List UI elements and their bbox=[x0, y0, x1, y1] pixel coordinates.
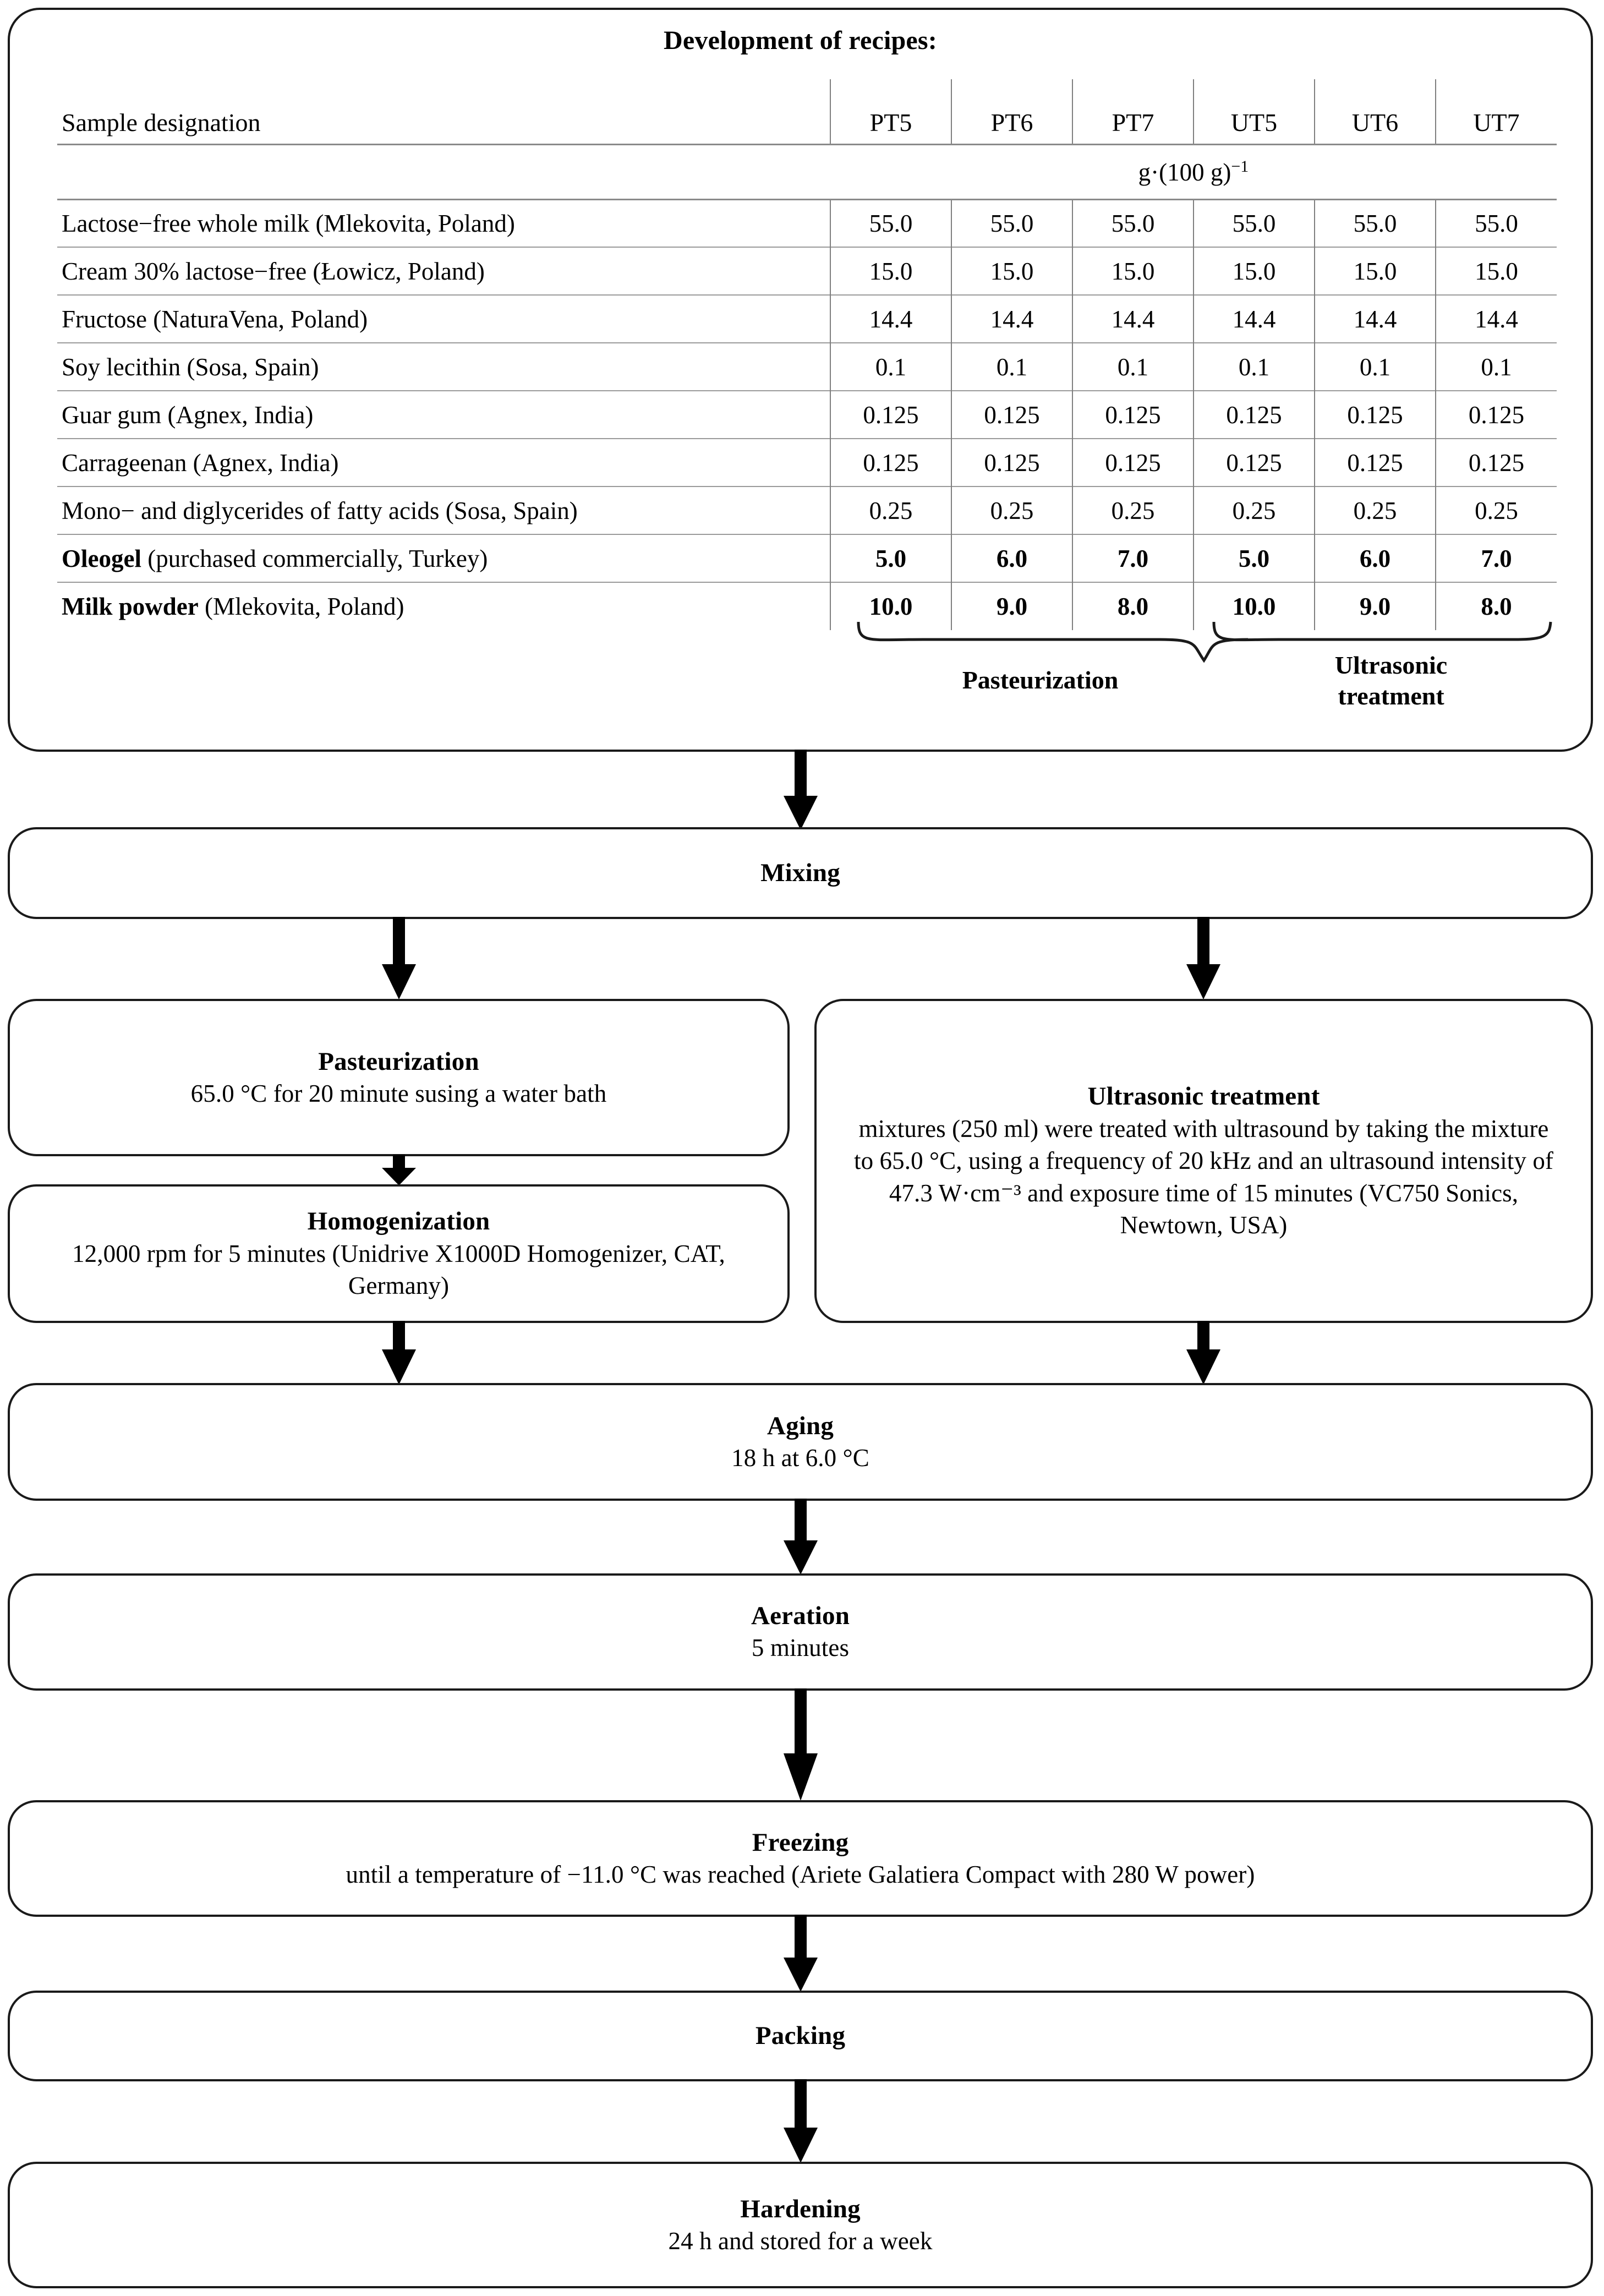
cell-ut5: 10.0 bbox=[1194, 582, 1315, 630]
cell-pt7: 15.0 bbox=[1072, 247, 1194, 295]
pasteurization-box bbox=[8, 999, 790, 1156]
cell-ut6: 15.0 bbox=[1315, 247, 1436, 295]
column-header-ut5: UT5 bbox=[1194, 79, 1315, 144]
column-header-sample-designation: Sample designation bbox=[62, 108, 261, 136]
cell-pt6: 0.125 bbox=[951, 439, 1072, 486]
unit-exponent: −1 bbox=[1231, 157, 1249, 176]
recipe-title: Development of recipes: bbox=[664, 26, 937, 55]
cell-pt7: 0.1 bbox=[1072, 343, 1194, 391]
arrow-packing-to-hardening bbox=[776, 2079, 825, 2164]
cell-ut7: 0.125 bbox=[1436, 391, 1557, 439]
cell-pt5: 0.125 bbox=[830, 391, 951, 439]
cell-pt5: 14.4 bbox=[830, 295, 951, 343]
cell-pt5: 10.0 bbox=[830, 582, 951, 630]
cell-ut5: 0.125 bbox=[1194, 439, 1315, 486]
cell-ut6: 0.125 bbox=[1315, 439, 1436, 486]
cell-ut7: 0.25 bbox=[1436, 486, 1557, 534]
ingredient-name-rest: (Mlekovita, Poland) bbox=[198, 593, 404, 620]
ultrasonic-treatment-box bbox=[814, 999, 1593, 1323]
cell-ut7: 7.0 bbox=[1436, 534, 1557, 582]
freezing-title: Freezing bbox=[752, 1828, 849, 1857]
cell-ut7: 0.1 bbox=[1436, 343, 1557, 391]
recipe-table bbox=[57, 79, 1557, 630]
unit-row-spacer bbox=[57, 144, 830, 199]
packing-box bbox=[8, 1991, 1593, 2081]
cell-ut7: 0.125 bbox=[1436, 439, 1557, 486]
ultrasonic-detail: mixtures (250 ml) were treated with ultrasound by taking the mixture to 65.0 °C, using a frequency of 20 kHz and an ultrasound intensity of 47.3 W·cm⁻³ and exposure time of 15 minutes (VC750 Sonics, Newtown, USA) bbox=[854, 1114, 1553, 1239]
table-row bbox=[57, 391, 1557, 439]
ingredient-name bbox=[57, 534, 830, 582]
arrow-aeration-to-freezing bbox=[776, 1688, 825, 1802]
cell-pt6: 0.25 bbox=[951, 486, 1072, 534]
homogenization-title: Homogenization bbox=[307, 1207, 490, 1236]
cell-ut5: 15.0 bbox=[1194, 247, 1315, 295]
column-header-pt7: PT7 bbox=[1072, 79, 1194, 144]
cell-pt6: 9.0 bbox=[951, 582, 1072, 630]
table-row bbox=[57, 486, 1557, 534]
column-header-pt6: PT6 bbox=[951, 79, 1072, 144]
unit-row bbox=[57, 144, 1557, 199]
cell-ut5: 0.25 bbox=[1194, 486, 1315, 534]
column-header-pt5: PT5 bbox=[830, 79, 951, 144]
cell-pt5: 15.0 bbox=[830, 247, 951, 295]
aeration-detail: 5 minutes bbox=[751, 1634, 850, 1662]
table-row bbox=[57, 534, 1557, 582]
table-header-row bbox=[57, 79, 1557, 144]
packing-title: Packing bbox=[755, 2021, 846, 2051]
ingredient-name-rest: (purchased commercially, Turkey) bbox=[141, 544, 488, 572]
table-row bbox=[57, 199, 1557, 247]
ingredient-name: Cream 30% lactose−free (Łowicz, Poland) bbox=[57, 247, 830, 295]
pasteurization-title: Pasteurization bbox=[318, 1047, 479, 1076]
mixing-box bbox=[8, 827, 1593, 919]
hardening-title: Hardening bbox=[740, 2194, 861, 2223]
aging-detail: 18 h at 6.0 °C bbox=[731, 1444, 869, 1472]
hardening-detail: 24 h and stored for a week bbox=[668, 2227, 933, 2255]
cell-ut6: 55.0 bbox=[1315, 199, 1436, 247]
group-label-ultrasonic bbox=[1215, 650, 1567, 712]
arrow-freezing-to-packing bbox=[776, 1915, 825, 1993]
column-header-ut6: UT6 bbox=[1315, 79, 1436, 144]
arrow-ultrasonic-to-aging bbox=[1179, 1321, 1228, 1386]
freezing-box bbox=[8, 1800, 1593, 1917]
ingredient-name: Fructose (NaturaVena, Poland) bbox=[57, 295, 830, 343]
cell-pt5: 0.1 bbox=[830, 343, 951, 391]
cell-ut7: 55.0 bbox=[1436, 199, 1557, 247]
unit-text: g·(100 g) bbox=[1138, 158, 1231, 186]
cell-pt5: 0.25 bbox=[830, 486, 951, 534]
ingredient-name: Soy lecithin (Sosa, Spain) bbox=[57, 343, 830, 391]
cell-ut6: 0.125 bbox=[1315, 391, 1436, 439]
brace-ultrasonic bbox=[1214, 622, 1551, 640]
cell-pt6: 0.125 bbox=[951, 391, 1072, 439]
cell-ut7: 8.0 bbox=[1436, 582, 1557, 630]
cell-pt7: 8.0 bbox=[1072, 582, 1194, 630]
cell-ut6: 6.0 bbox=[1315, 534, 1436, 582]
aging-title: Aging bbox=[767, 1411, 834, 1440]
cell-ut7: 15.0 bbox=[1436, 247, 1557, 295]
ingredient-name: Guar gum (Agnex, India) bbox=[57, 391, 830, 439]
cell-ut5: 0.1 bbox=[1194, 343, 1315, 391]
cell-pt7: 7.0 bbox=[1072, 534, 1194, 582]
table-row bbox=[57, 343, 1557, 391]
cell-pt7: 55.0 bbox=[1072, 199, 1194, 247]
table-row bbox=[57, 439, 1557, 486]
arrow-aging-to-aeration bbox=[776, 1499, 825, 1576]
cell-pt6: 14.4 bbox=[951, 295, 1072, 343]
arrow-recipe-to-mixing bbox=[776, 750, 825, 831]
cell-ut6: 0.25 bbox=[1315, 486, 1436, 534]
group-label-pasteurization: Pasteurization bbox=[962, 666, 1119, 694]
group-label-ultrasonic-line2: treatment bbox=[1338, 682, 1444, 710]
cell-pt5: 55.0 bbox=[830, 199, 951, 247]
ultrasonic-title: Ultrasonic treatment bbox=[1087, 1082, 1320, 1111]
pasteurization-detail: 65.0 °C for 20 minute susing a water bath bbox=[190, 1079, 607, 1107]
cell-pt7: 0.125 bbox=[1072, 391, 1194, 439]
cell-pt6: 15.0 bbox=[951, 247, 1072, 295]
cell-ut7: 14.4 bbox=[1436, 295, 1557, 343]
ingredient-name: Carrageenan (Agnex, India) bbox=[57, 439, 830, 486]
cell-ut5: 0.125 bbox=[1194, 391, 1315, 439]
cell-pt6: 6.0 bbox=[951, 534, 1072, 582]
homogenization-box bbox=[8, 1184, 790, 1323]
arrow-mixing-to-pasteurization bbox=[374, 917, 424, 1001]
cell-pt7: 0.25 bbox=[1072, 486, 1194, 534]
unit-label bbox=[830, 144, 1557, 199]
recipe-development-box bbox=[8, 8, 1593, 752]
cell-pt5: 5.0 bbox=[830, 534, 951, 582]
freezing-detail: until a temperature of −11.0 °C was reached (Ariete Galatiera Compact with 280 W power) bbox=[346, 1860, 1255, 1888]
brace-pasteurization bbox=[858, 622, 1248, 660]
ingredient-name-bold: Oleogel bbox=[62, 544, 141, 572]
cell-ut5: 5.0 bbox=[1194, 534, 1315, 582]
group-label-ultrasonic-line1: Ultrasonic bbox=[1334, 651, 1448, 679]
cell-pt6: 0.1 bbox=[951, 343, 1072, 391]
ingredient-name: Mono− and diglycerides of fatty acids (Sosa, Spain) bbox=[57, 486, 830, 534]
ingredient-name bbox=[57, 582, 830, 630]
cell-ut5: 55.0 bbox=[1194, 199, 1315, 247]
column-header-ut7: UT7 bbox=[1436, 79, 1557, 144]
aging-box bbox=[8, 1383, 1593, 1501]
cell-ut6: 0.1 bbox=[1315, 343, 1436, 391]
cell-pt5: 0.125 bbox=[830, 439, 951, 486]
cell-pt7: 0.125 bbox=[1072, 439, 1194, 486]
table-row bbox=[57, 247, 1557, 295]
cell-ut6: 9.0 bbox=[1315, 582, 1436, 630]
ingredient-name-bold: Milk powder bbox=[62, 593, 199, 620]
arrow-homogenization-to-aging bbox=[374, 1321, 424, 1386]
aeration-title: Aeration bbox=[751, 1601, 850, 1631]
hardening-box bbox=[8, 2162, 1593, 2288]
aeration-box bbox=[8, 1573, 1593, 1691]
cell-pt6: 55.0 bbox=[951, 199, 1072, 247]
table-row bbox=[57, 295, 1557, 343]
cell-ut6: 14.4 bbox=[1315, 295, 1436, 343]
arrow-pasteurization-to-homogenization bbox=[374, 1155, 424, 1187]
cell-ut5: 14.4 bbox=[1194, 295, 1315, 343]
arrow-mixing-to-ultrasonic bbox=[1179, 917, 1228, 1001]
ingredient-name: Lactose−free whole milk (Mlekovita, Poland) bbox=[57, 199, 830, 247]
mixing-title: Mixing bbox=[760, 859, 840, 888]
cell-pt7: 14.4 bbox=[1072, 295, 1194, 343]
homogenization-detail: 12,000 rpm for 5 minutes (Unidrive X1000D Homogenizer, CAT, Germany) bbox=[72, 1239, 725, 1300]
